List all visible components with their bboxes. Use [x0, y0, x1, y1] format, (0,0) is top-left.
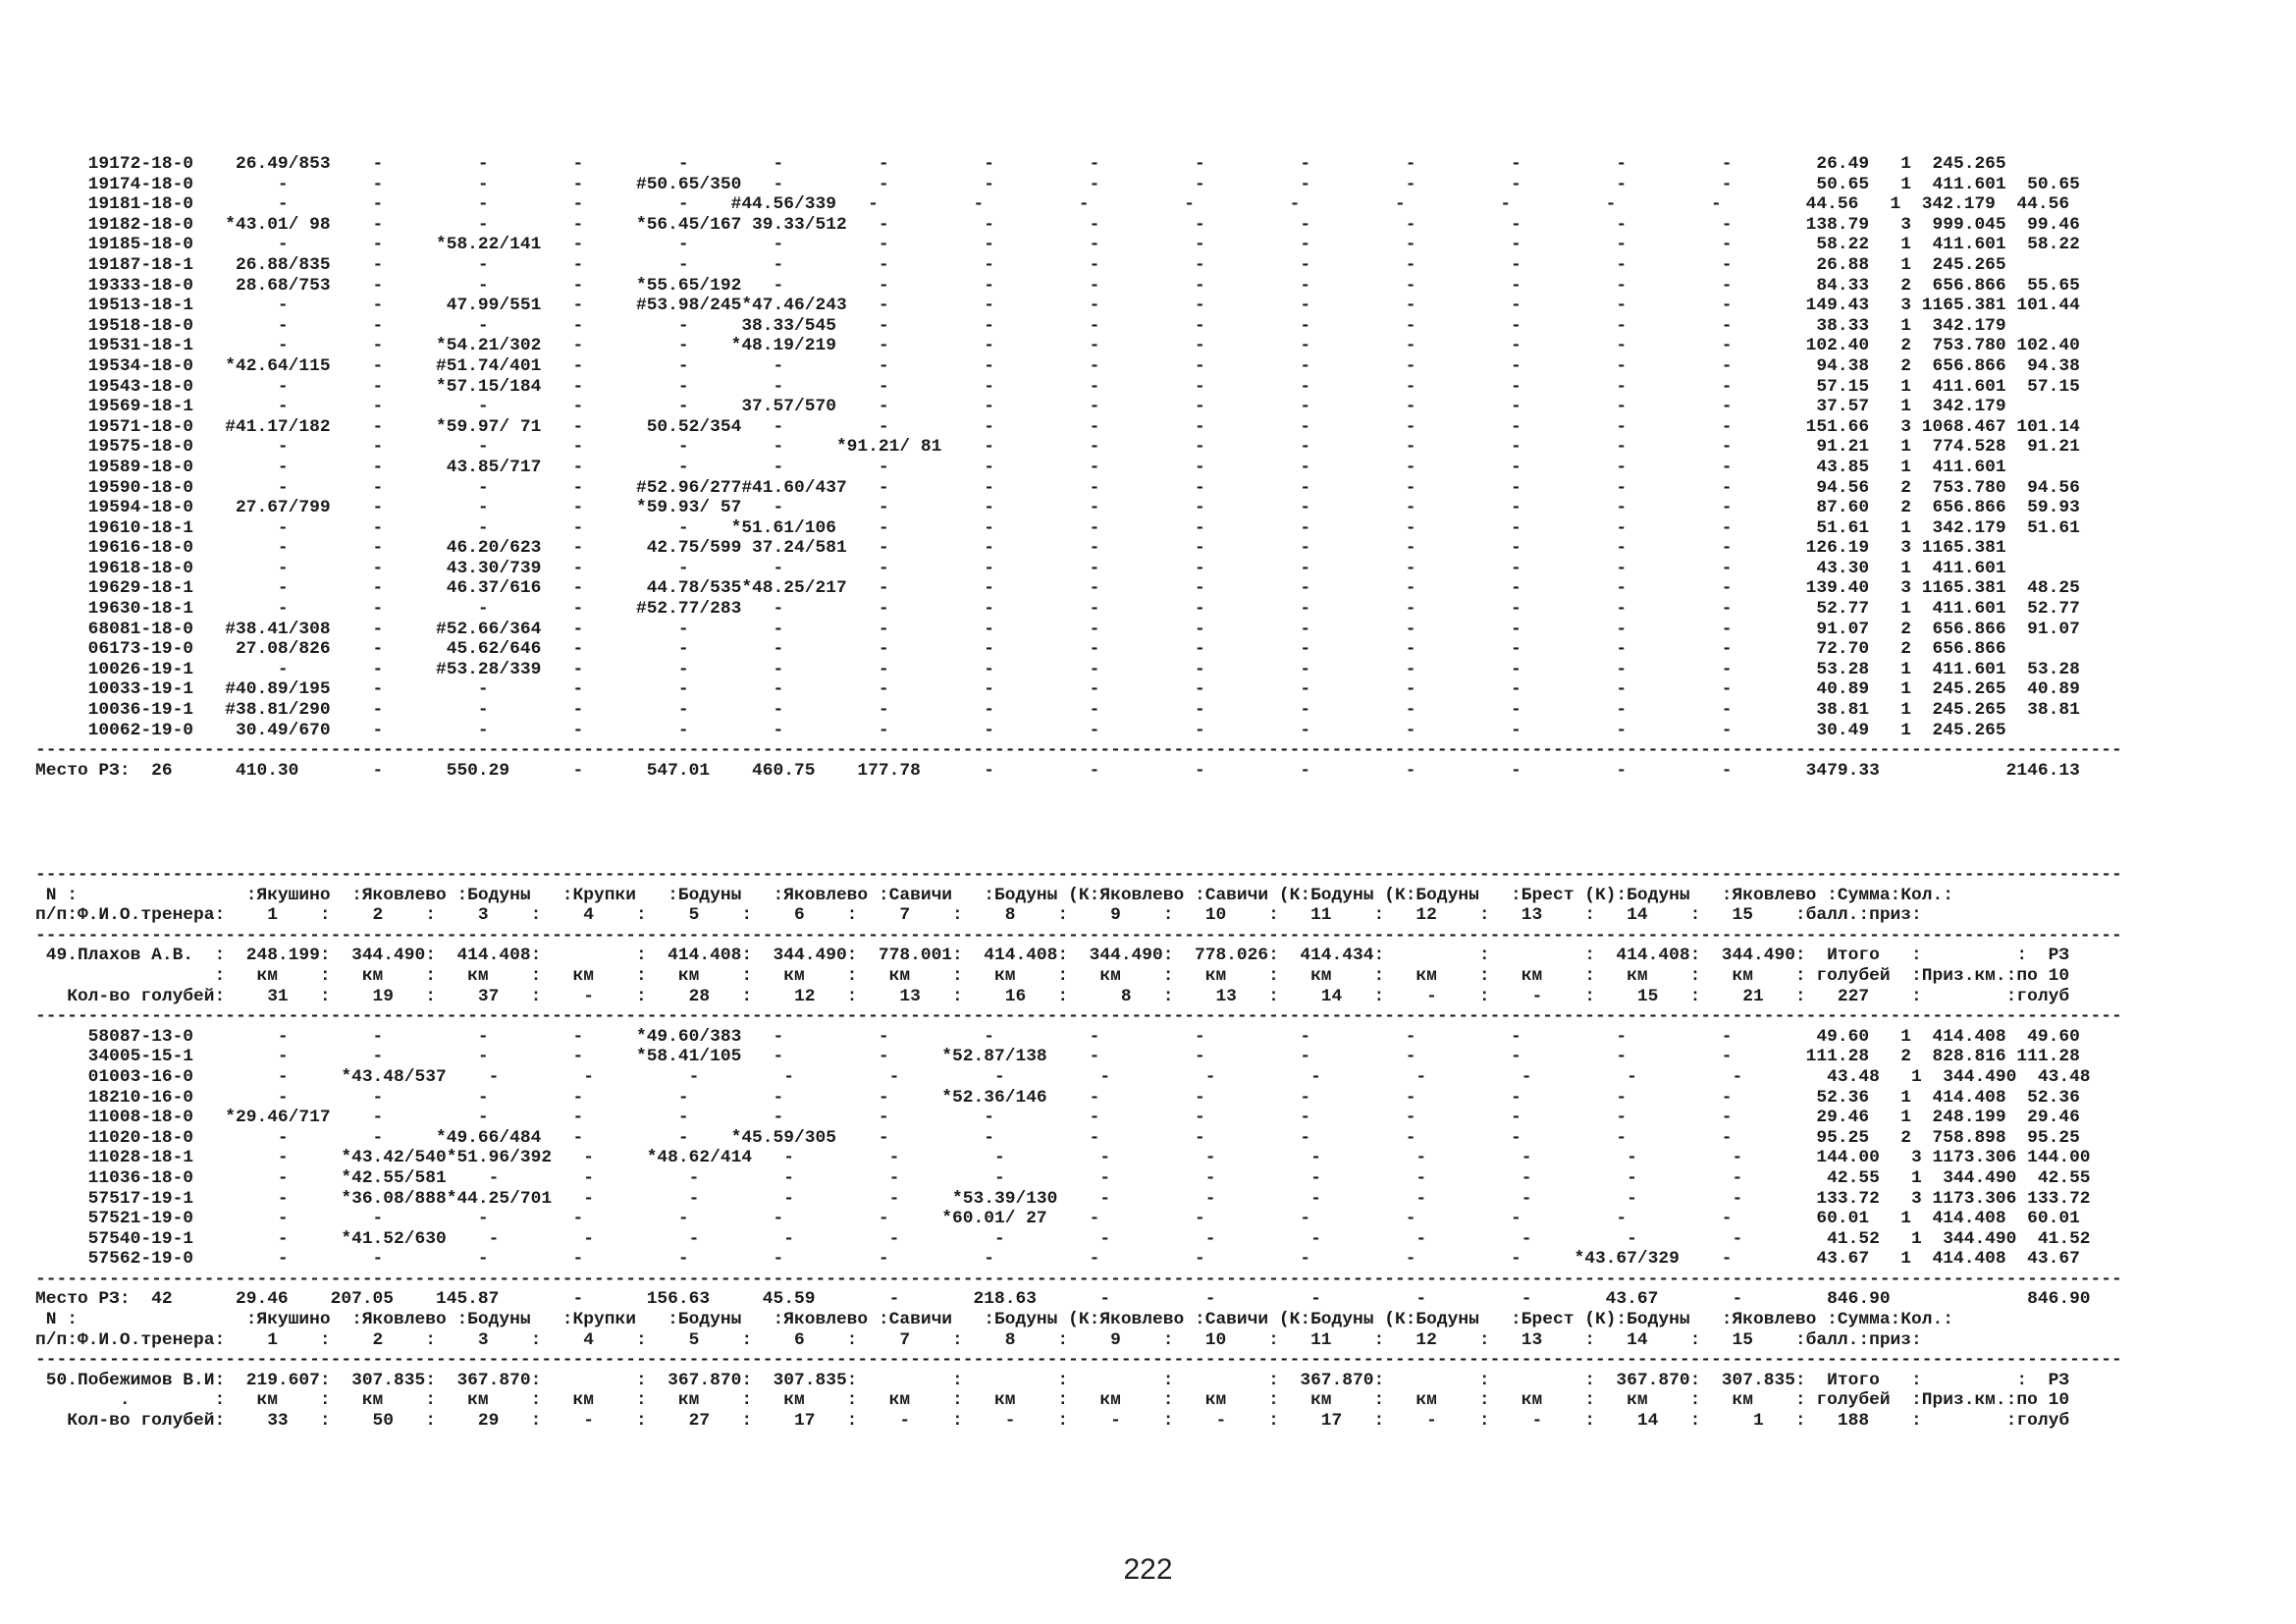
results-block-1	[35, 154, 2122, 781]
text-line: 19531-18-1 - - *54.21/302 - - *48.19/219 - - - - - - - - - 102.40 2 753.780 102.40	[35, 336, 2080, 356]
results-block-2	[35, 865, 2122, 1432]
text-line: 19518-18-0 - - - - - 38.33/545 - - - - - - - - - 38.33 1 342.179	[35, 315, 2080, 336]
text-line: 10036-19-1 #38.81/290 - - - - - - - - - - - - - - 38.81 1 245.265 38.81	[35, 700, 2080, 721]
text-line: 50.Побежимов В.И: 219.607: 307.835: 367.870: : 367.870: 307.835: : : : : 367.870: : : 367.870: 307.835: Итого : : РЗ	[35, 1370, 2070, 1390]
text-line: 19571-18-0 #41.17/182 - *59.97/ 71 - 50.52/354 - - - - - - - - - - 151.66 3 1068.467 101.14	[35, 416, 2080, 437]
text-line: 19630-18-1 - - - - #52.77/283 - - - - - - - - - - 52.77 1 411.601 52.77	[35, 599, 2080, 620]
text-line: п/п:Ф.И.О.тренера: 1 : 2 : 3 : 4 : 5 : 6 : 7 : 8 : 9 : 10 : 11 : 12 : 13 : 14 : 15 :балл.:приз:	[35, 905, 1922, 926]
text-line: 10026-19-1 - - #53.28/339 - - - - - - - - - - - - 53.28 1 411.601 53.28	[35, 659, 2080, 679]
text-line: 19610-18-1 - - - - - *51.61/106 - - - - - - - - - 51.61 1 342.179 51.61	[35, 517, 2080, 538]
text-line: п/п:Ф.И.О.тренера: 1 : 2 : 3 : 4 : 5 : 6 : 7 : 8 : 9 : 10 : 11 : 12 : 13 : 14 : 15 :балл.:приз:	[35, 1329, 1922, 1350]
text-line: Место РЗ: 42 29.46 207.05 145.87 - 156.63 45.59 - 218.63 - - - - - 43.67 - 846.90 846.90	[35, 1289, 2091, 1310]
text-line: 19629-18-1 - - 46.37/616 - 44.78/535*48.25/217 - - - - - - - - - 139.40 3 1165.381 48.25	[35, 578, 2080, 599]
text-line: 19181-18-0 - - - - - #44.56/339 - - - - - - - - - 44.56 1 342.179 44.56	[35, 194, 2070, 215]
text-line: ------------------------------------------------------------------------------------------------------------------------------------------------------------------------------------------------------	[35, 925, 2122, 946]
text-line: 57540-19-1 - *41.52/630 - - - - - - - - - - - - - 41.52 1 344.490 41.52	[35, 1228, 2091, 1249]
text-line: 19618-18-0 - - 43.30/739 - - - - - - - - - - - - 43.30 1 411.601	[35, 558, 2080, 578]
text-line: 11008-18-0 *29.46/717 - - - - - - - - - - - - - - 29.46 1 248.199 29.46	[35, 1108, 2080, 1128]
text-line: 11020-18-0 - - *49.66/484 - - *45.59/305 - - - - - - - - - 95.25 2 758.898 95.25	[35, 1127, 2080, 1148]
text-line: ------------------------------------------------------------------------------------------------------------------------------------------------------------------------------------------------------	[35, 1006, 2122, 1027]
text-line: 57562-19-0 - - - - - - - - - - - - - *43.67/329 - 43.67 1 414.408 43.67	[35, 1249, 2080, 1270]
text-line: 10033-19-1 #40.89/195 - - - - - - - - - - - - - - 40.89 1 245.265 40.89	[35, 679, 2080, 700]
text-line: 49.Плахов А.В. : 248.199: 344.490: 414.408: : 414.408: 344.490: 778.001: 414.408: 344.490: 778.026: 414.434: : : 414.408: 344.490: Итого : : РЗ	[35, 946, 2070, 966]
text-line: 19187-18-1 26.88/835 - - - - - - - - - - - - - - 26.88 1 245.265	[35, 254, 2080, 275]
text-line: 19616-18-0 - - 46.20/623 - 42.75/599 37.24/581 - - - - - - - - - 126.19 3 1165.381	[35, 538, 2080, 559]
text-line: 19569-18-1 - - - - - 37.57/570 - - - - - - - - - 37.57 1 342.179	[35, 397, 2080, 417]
text-line: ------------------------------------------------------------------------------------------------------------------------------------------------------------------------------------------------------	[35, 1269, 2122, 1289]
text-line: 19333-18-0 28.68/753 - - - *55.65/192 - - - - - - - - - - 84.33 2 656.866 55.65	[35, 275, 2080, 296]
text-line: Кол-во голубей: 33 : 50 : 29 : - : 27 : 17 : - : - : - : - : 17 : - : - : 14 : 1 : 188 : :голуб	[35, 1411, 2070, 1432]
text-line: Место РЗ: 26 410.30 - 550.29 - 547.01 460.75 177.78 - - - - - - - - 3479.33 2146.13	[35, 760, 2080, 781]
text-line: 19174-18-0 - - - - #50.65/350 - - - - - - - - - - 50.65 1 411.601 50.65	[35, 174, 2080, 194]
text-line: ------------------------------------------------------------------------------------------------------------------------------------------------------------------------------------------------------	[35, 740, 2122, 761]
page-number: 222	[1123, 1553, 1173, 1586]
text-line: 34005-15-1 - - - - *58.41/105 - - *52.87/138 - - - - - - - 111.28 2 828.816 111.28	[35, 1047, 2080, 1067]
text-line: 19594-18-0 27.67/799 - - - *59.93/ 57 - - - - - - - - - - 87.60 2 656.866 59.93	[35, 498, 2080, 518]
text-line: Кол-во голубей: 31 : 19 : 37 : - : 28 : 12 : 13 : 16 : 8 : 13 : 14 : - : - : 15 : 21 : 227 : :голуб	[35, 986, 2070, 1006]
text-line: 57517-19-1 - *36.08/888*44.25/701 - - - - *53.39/130 - - - - - - - 133.72 3 1173.306 133.72	[35, 1188, 2091, 1209]
text-line: 57521-19-0 - - - - - - - *60.01/ 27 - - - - - - - 60.01 1 414.408 60.01	[35, 1209, 2080, 1229]
text-line: N : :Якушино :Яковлево :Бодуны :Крупки :Бодуны :Яковлево :Савичи :Бодуны (К:Яковлево :Савичи (К:Бодуны (К:Бодуны :Брест (К):Бодуны :Яковлево :Сумма:Кол.:	[35, 1310, 1953, 1330]
text-line: 11028-18-1 - *43.42/540*51.96/392 - *48.62/414 - - - - - - - - - - 144.00 3 1173.306 144.00	[35, 1148, 2091, 1168]
text-line: N : :Якушино :Яковлево :Бодуны :Крупки :Бодуны :Яковлево :Савичи :Бодуны (К:Яковлево :Савичи (К:Бодуны (К:Бодуны :Брест (К):Бодуны :Яковлево :Сумма:Кол.:	[35, 885, 1953, 905]
text-line: 19575-18-0 - - - - - - *91.21/ 81 - - - - - - - - 91.21 1 774.528 91.21	[35, 437, 2080, 458]
text-line: ------------------------------------------------------------------------------------------------------------------------------------------------------------------------------------------------------	[35, 865, 2122, 885]
text-line: 19513-18-1 - - 47.99/551 - #53.98/245*47.46/243 - - - - - - - - - 149.43 3 1165.381 101.44	[35, 296, 2080, 316]
text-line: 10062-19-0 30.49/670 - - - - - - - - - - - - - - 30.49 1 245.265	[35, 720, 2080, 740]
text-line: 01003-16-0 - *43.48/537 - - - - - - - - - - - - - 43.48 1 344.490 43.48	[35, 1066, 2091, 1087]
text-line: 06173-19-0 27.08/826 - 45.62/646 - - - - - - - - - - - - 72.70 2 656.866	[35, 639, 2080, 660]
text-line: : км : км : км : км : км : км : км : км : км : км : км : км : км : км : км : голубей :Приз.км.:по 10	[35, 965, 2070, 986]
text-line: 11036-18-0 - *42.55/581 - - - - - - - - - - - - - 42.55 1 344.490 42.55	[35, 1167, 2091, 1188]
text-line: 19534-18-0 *42.64/115 - #51.74/401 - - - - - - - - - - - - 94.38 2 656.866 94.38	[35, 355, 2080, 376]
text-line: 18210-16-0 - - - - - - - *52.36/146 - - - - - - - 52.36 1 414.408 52.36	[35, 1087, 2080, 1108]
text-line: 58087-13-0 - - - - *49.60/383 - - - - - - - - - - 49.60 1 414.408 49.60	[35, 1026, 2080, 1047]
text-line: 19589-18-0 - - 43.85/717 - - - - - - - - - - - - 43.85 1 411.601	[35, 457, 2080, 477]
text-line: 19172-18-0 26.49/853 - - - - - - - - - - - - - - 26.49 1 245.265	[35, 154, 2080, 174]
text-line: 19185-18-0 - - *58.22/141 - - - - - - - - - - - - 58.22 1 411.601 58.22	[35, 235, 2080, 255]
text-line: 19182-18-0 *43.01/ 98 - - - *56.45/167 39.33/512 - - - - - - - - - 138.79 3 999.045 99.46	[35, 214, 2080, 235]
text-line: 19543-18-0 - - *57.15/184 - - - - - - - - - - - - 57.15 1 411.601 57.15	[35, 376, 2080, 397]
text-line: 68081-18-0 #38.41/308 - #52.66/364 - - - - - - - - - - - - 91.07 2 656.866 91.07	[35, 619, 2080, 639]
text-line: 19590-18-0 - - - - #52.96/277#41.60/437 - - - - - - - - - 94.56 2 753.780 94.56	[35, 477, 2080, 498]
text-line: ------------------------------------------------------------------------------------------------------------------------------------------------------------------------------------------------------	[35, 1350, 2122, 1371]
text-line: . : км : км : км : км : км : км : км : км : км : км : км : км : км : км : км : голубей :Приз.км.:по 10	[35, 1390, 2070, 1411]
